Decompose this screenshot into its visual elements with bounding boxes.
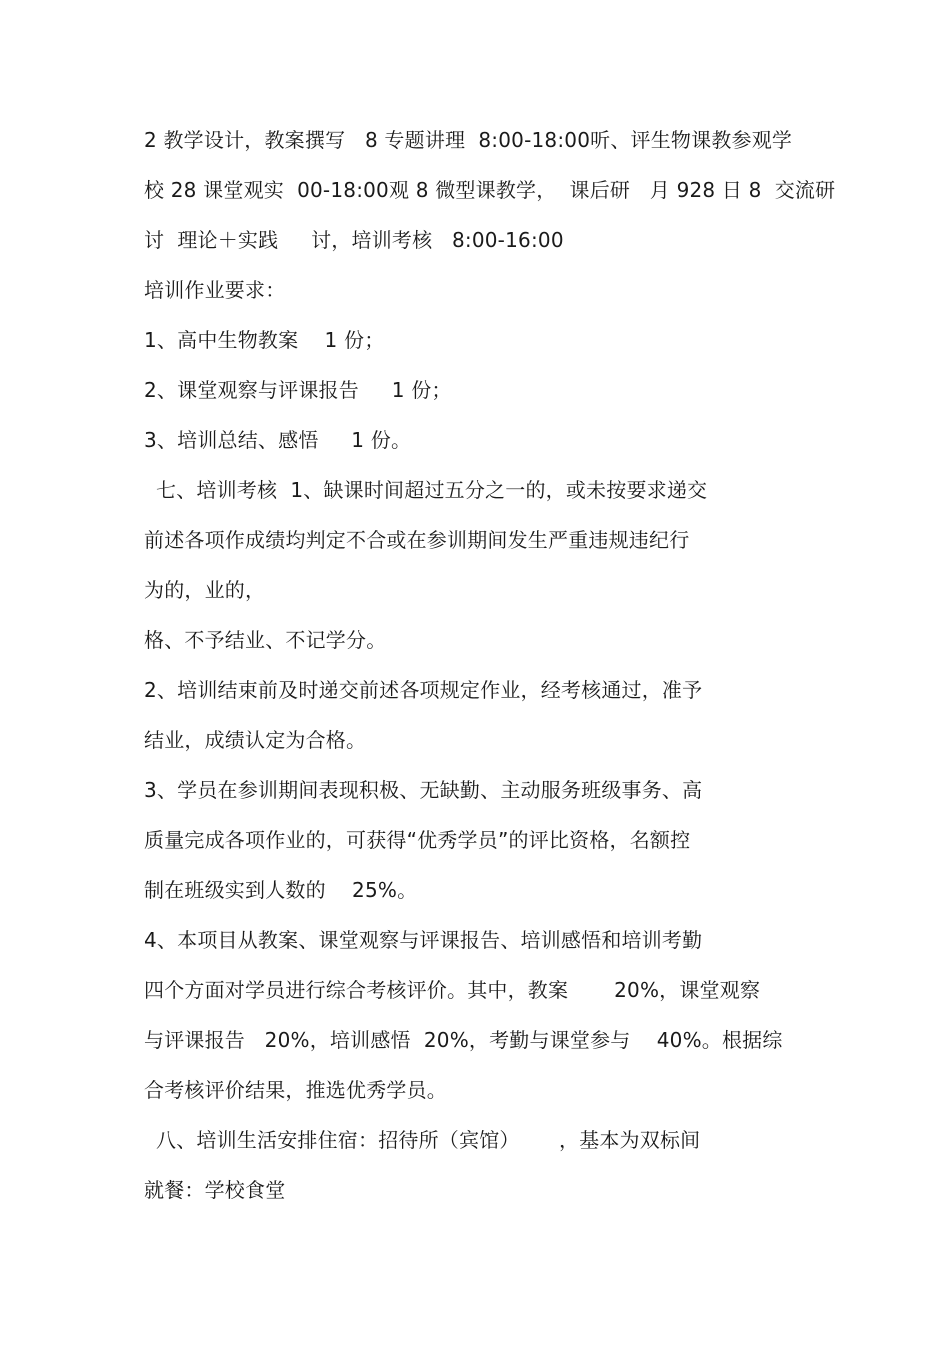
text-line-assessment-2: 为的，业的， [144,578,266,602]
text-line-schedule-2: 校 28 课堂观实 00-18:00观 8 微型课教学， 课后研 月 928 日 8 交流研 [144,178,836,202]
text-line-assessment-8: 与评课报告 20%，培训感悟 20%，考勤与课堂参与 40%。根据综 [144,1028,783,1052]
text-line-dining: 就餐：学校食堂 [144,1178,286,1202]
text-line-assessment-4: 结业，成绩认定为合格。 [144,728,367,752]
text-line-assessment-3: 格、不予结业、不记学分。 [144,628,387,652]
assessment-item-2: 2、培训结束前及时递交前述各项规定作业，经考核通过，准予 [144,678,703,702]
assessment-item-4: 4、本项目从教案、课堂观察与评课报告、培训感悟和培训考勤 [144,928,703,952]
text-line-assessment-7: 四个方面对学员进行综合考核评价。其中，教案 20%，课堂观察 [144,978,761,1002]
section-eight-heading: 八、培训生活安排住宿：招待所（宾馆） ，基本为双标间 [156,1128,701,1152]
text-line-assessment-6: 制在班级实到人数的 25%。 [144,878,418,902]
text-line-assessment-9: 合考核评价结果，推选优秀学员。 [144,1078,447,1102]
section-seven-heading: 七、培训考核 1、缺课时间超过五分之一的，或未按要求递交 [156,478,708,502]
assignment-item-2: 2、课堂观察与评课报告 1 份； [144,378,452,402]
text-line-schedule-3: 讨 理论＋实践 讨，培训考核 8:00-16:00 [144,228,564,252]
text-line-assessment-1: 前述各项作成绩均判定不合或在参训期间发生严重违规违纪行 [144,528,690,552]
assignment-item-3: 3、培训总结、感悟 1 份。 [144,428,412,452]
assignment-item-1: 1、高中生物教案 1 份； [144,328,385,352]
assignment-heading: 培训作业要求： [144,278,286,302]
text-line-schedule-1: 2 教学设计，教案撰写 8 专题讲理 8:00-18:00听、评生物课教参观学 [144,128,793,152]
text-line-assessment-5: 质量完成各项作业的，可获得“优秀学员”的评比资格，名额控 [144,828,691,852]
assessment-item-3: 3、学员在参训期间表现积极、无缺勤、主动服务班级事务、高 [144,778,703,802]
